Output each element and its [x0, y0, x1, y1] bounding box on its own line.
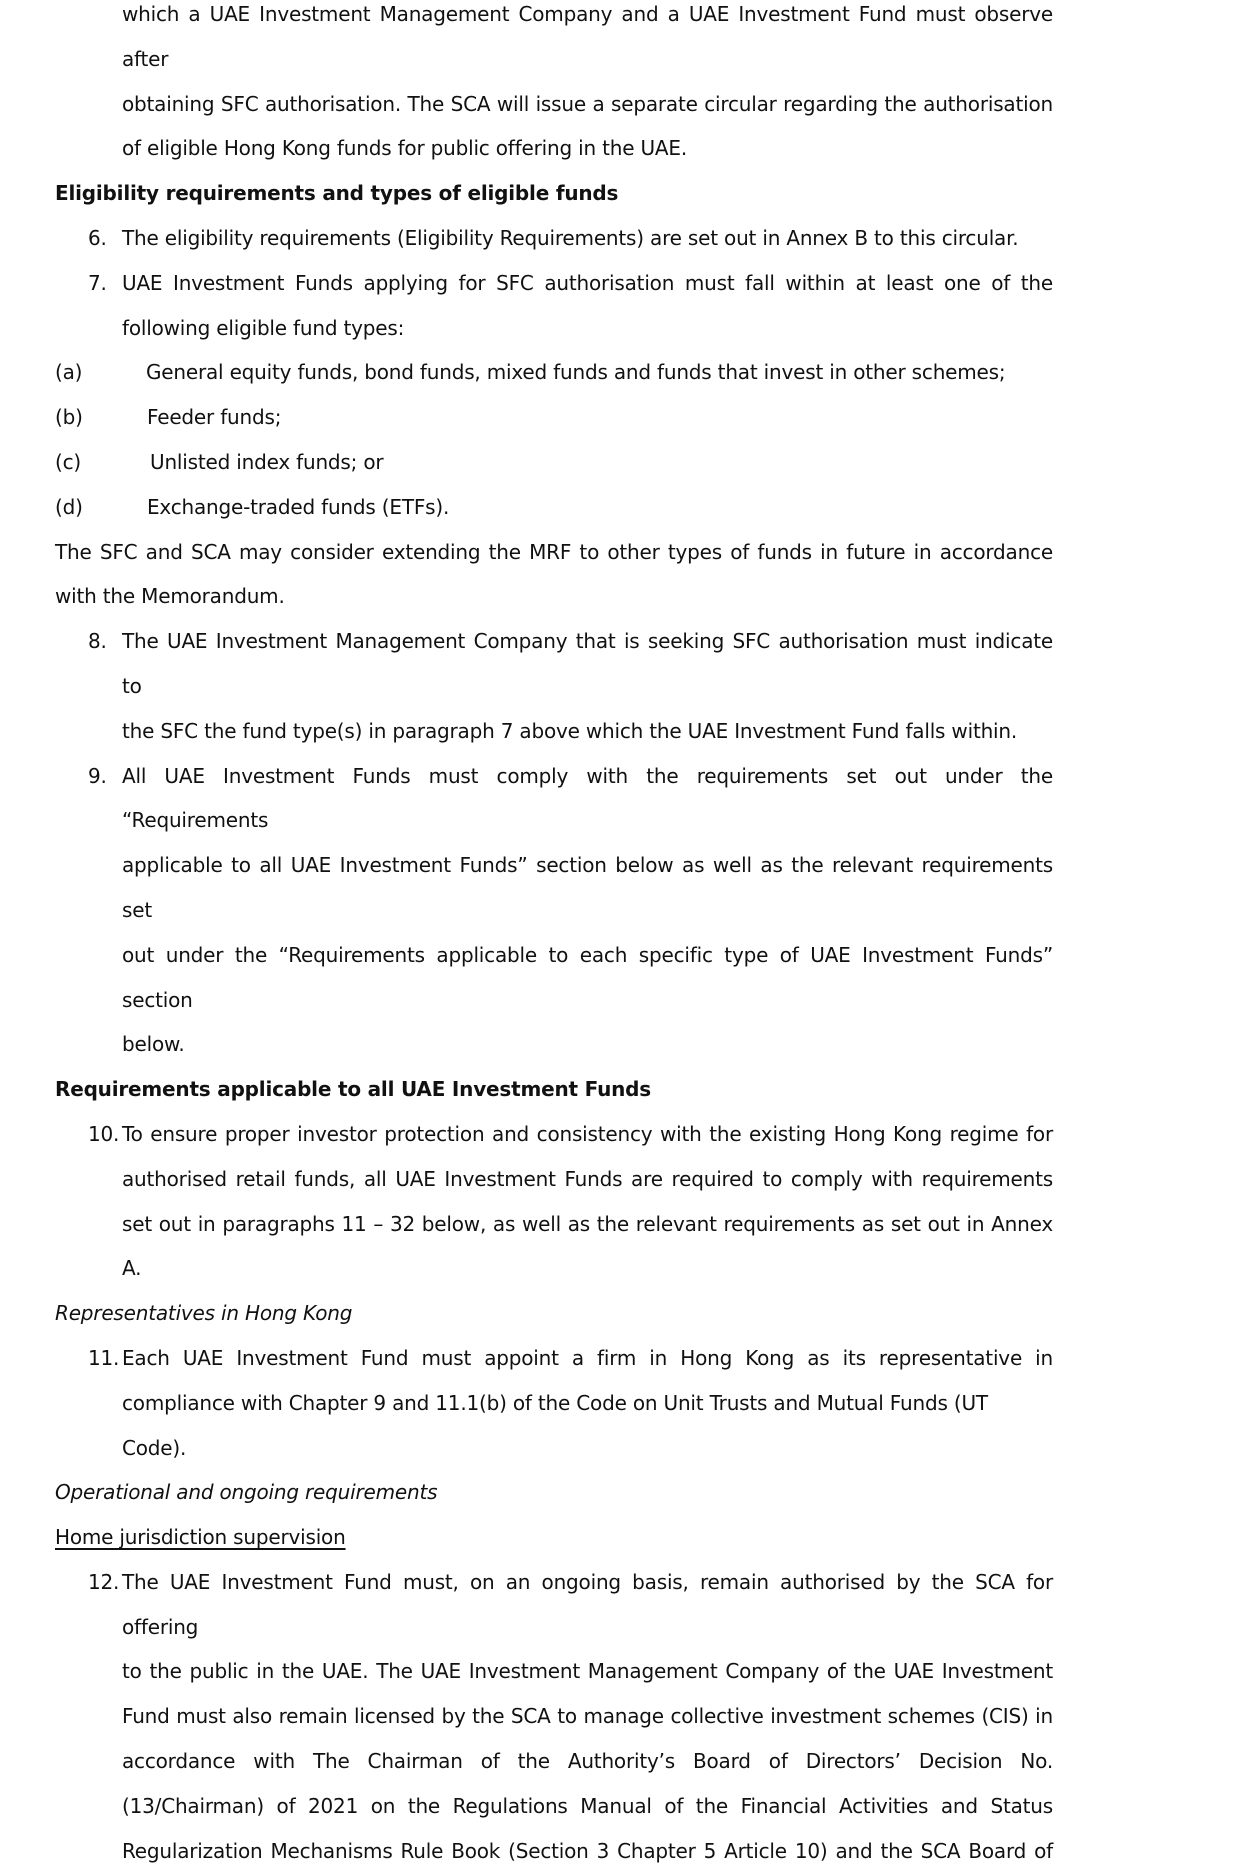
paragraph-number: 9.: [88, 763, 107, 788]
text-line: Fund must also remain licensed by the SCA to manage collective investment schemes (CIS) in: [122, 1704, 1053, 1729]
text-line: Each UAE Investment Fund must appoint a firm in Hong Kong as its representative in: [122, 1345, 1053, 1370]
fund-type-item: [55, 440, 1053, 485]
subheading-representatives: Representatives in Hong Kong: [55, 1301, 353, 1326]
text-line: set out in paragraphs 11 – 32 below, as well as the relevant requirements as set out in Annex: [122, 1211, 1053, 1236]
text-line: obtaining SFC authorisation. The SCA will issue a separate circular regarding the authorisation: [122, 91, 1053, 116]
section-heading-all-funds: Requirements applicable to all UAE Investment Funds: [55, 1077, 652, 1102]
text-line: To ensure proper investor protection and consistency with the existing Hong Kong regime for: [122, 1121, 1053, 1146]
paragraph-6: [55, 216, 1053, 261]
fund-type-label: (a): [55, 360, 83, 385]
fund-type-text: Exchange-traded funds (ETFs).: [147, 494, 450, 519]
paragraph-9: [55, 754, 1053, 1068]
subheading-operational: Operational and ongoing requirements: [55, 1480, 438, 1505]
paragraph-number: 8.: [88, 629, 107, 654]
intro-continuation-paragraph: [55, 0, 1053, 171]
text-line: of eligible Hong Kong funds for public offering in the UAE.: [122, 136, 687, 161]
text-line: accordance with The Chairman of the Authority’s Board of Directors’ Decision No.: [122, 1749, 1053, 1774]
fund-type-item: [55, 395, 1053, 440]
text-line: (13/Chairman) of 2021 on the Regulations Manual of the Financial Activities and Status: [122, 1793, 1053, 1818]
fund-type-label: (c): [55, 449, 82, 474]
paragraph-number: 6.: [88, 225, 107, 250]
extension-note-paragraph: [55, 530, 1053, 620]
paragraph-7: [55, 261, 1053, 351]
text-line: out under the “Requirements applicable to each specific type of UAE Investment Funds” section: [122, 942, 1053, 1012]
fund-type-label: (d): [55, 494, 83, 519]
subheading-home-jurisdiction-text: Home jurisdiction supervision: [55, 1525, 346, 1550]
fund-type-text: Feeder funds;: [147, 405, 282, 430]
paragraph-10: [55, 1112, 1053, 1291]
text-line: which a UAE Investment Management Company and a UAE Investment Fund must observe after: [122, 2, 1053, 71]
paragraph-number: 11.: [88, 1345, 120, 1370]
paragraph-number: 7.: [88, 270, 107, 295]
fund-type-label: (b): [55, 405, 83, 430]
text-line: the SFC the fund type(s) in paragraph 7 above which the UAE Investment Fund falls within.: [122, 718, 1018, 743]
text-line: authorised retail funds, all UAE Investment Funds are required to comply with requirements: [122, 1166, 1053, 1191]
paragraph-12: [55, 1560, 1053, 1873]
subheading-home-jurisdiction: [55, 1515, 1053, 1560]
text-line: with the Memorandum.: [55, 584, 285, 609]
text-line: The UAE Investment Management Company that is seeking SFC authorisation must indicate to: [122, 629, 1053, 698]
text-line: compliance with Chapter 9 and 11.1(b) of the Code on Unit Trusts and Mutual Funds (UT Code).: [122, 1390, 988, 1460]
fund-type-text: General equity funds, bond funds, mixed funds and funds that invest in other schemes;: [146, 360, 1006, 385]
section-heading-eligibility: Eligibility requirements and types of eligible funds: [55, 181, 619, 206]
fund-type-text: Unlisted index funds; or: [150, 449, 384, 474]
text-line: A.: [122, 1256, 142, 1281]
text-line: The UAE Investment Fund must, on an ongoing basis, remain authorised by the SCA for offering: [122, 1569, 1053, 1639]
text-line: Regularization Mechanisms Rule Book (Section 3 Chapter 5 Article 10) and the SCA Board of: [122, 1838, 1053, 1863]
text-line: below.: [122, 1032, 185, 1057]
paragraph-number: 10.: [88, 1121, 120, 1146]
paragraph-number: 12.: [88, 1569, 120, 1594]
text-line: UAE Investment Funds applying for SFC authorisation must fall within at least one of the: [122, 270, 1053, 295]
text-line: applicable to all UAE Investment Funds” section below as well as the relevant requirements set: [122, 853, 1053, 922]
fund-type-item: [55, 350, 1053, 395]
text-line: All UAE Investment Funds must comply with the requirements set out under the “Requirements: [122, 763, 1053, 833]
paragraph-8: [55, 619, 1053, 753]
fund-types-list: [55, 350, 1053, 529]
text-line: following eligible fund types:: [122, 315, 405, 340]
fund-type-item: [55, 485, 1053, 530]
text-line: The eligibility requirements (Eligibility Requirements) are set out in Annex B to this circular.: [122, 225, 1019, 250]
text-line: to the public in the UAE. The UAE Investment Management Company of the UAE Investment: [122, 1659, 1053, 1684]
text-line: The SFC and SCA may consider extending the MRF to other types of funds in future in accordance: [55, 539, 1053, 564]
document-page: [55, 0, 1053, 1873]
paragraph-11: [55, 1336, 1053, 1470]
